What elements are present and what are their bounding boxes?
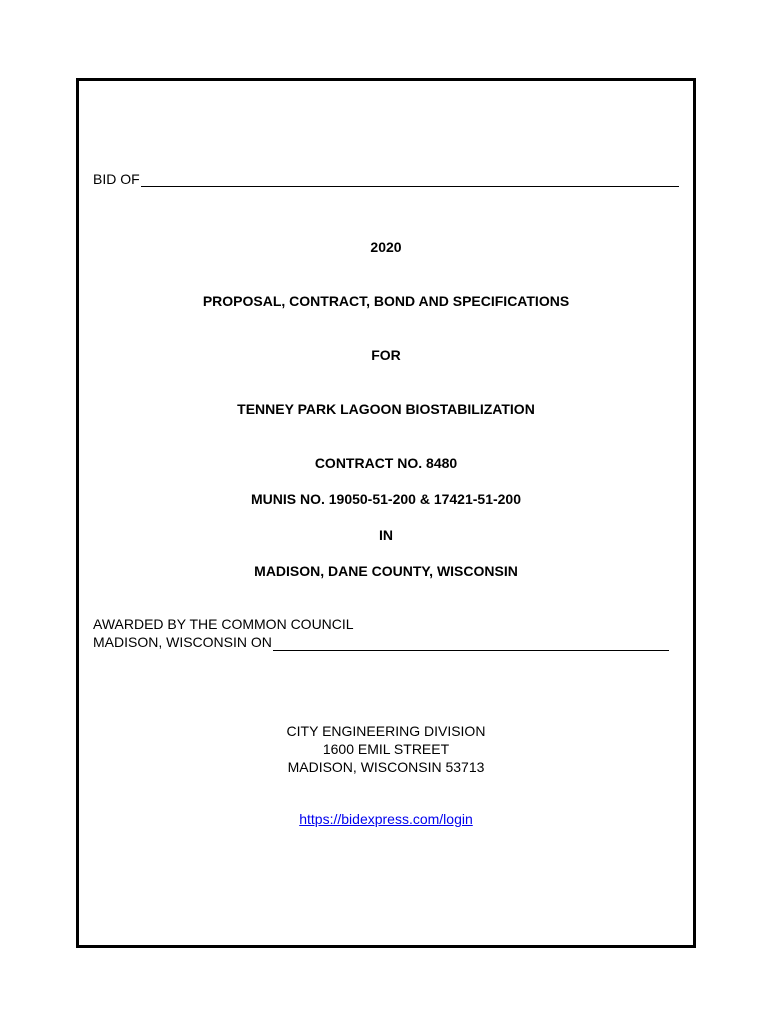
- location: MADISON, DANE COUNTY, WISCONSIN: [254, 563, 518, 579]
- for-label: FOR: [371, 347, 401, 363]
- bid-of-blank-line[interactable]: [141, 172, 679, 187]
- bid-of-field: [93, 171, 679, 187]
- year: 2020: [370, 239, 402, 255]
- awarded-line-1: AWARDED BY THE COMMON COUNCIL: [93, 616, 354, 632]
- link-row: [79, 811, 693, 827]
- contract-number: CONTRACT NO. 8480: [314, 455, 458, 471]
- document-heading: PROPOSAL, CONTRACT, BOND AND SPECIFICATIONS: [202, 293, 570, 309]
- street-address: 1600 EMIL STREET: [322, 741, 450, 757]
- awarded-date-blank-line[interactable]: [273, 636, 669, 651]
- bidexpress-link[interactable]: https://bidexpress.com/login: [299, 811, 473, 827]
- awarded-date-label: MADISON, WISCONSIN ON: [93, 634, 272, 650]
- munis-number: MUNIS NO. 19050-51-200 & 17421-51-200: [250, 491, 522, 507]
- document-frame: [76, 78, 696, 948]
- address-block: [79, 722, 693, 776]
- city-state-zip: MADISON, WISCONSIN 53713: [287, 759, 485, 775]
- awarded-line-2: [93, 633, 669, 651]
- in-label: IN: [379, 527, 393, 543]
- division-name: CITY ENGINEERING DIVISION: [286, 723, 486, 739]
- bid-of-label: BID OF: [93, 171, 140, 187]
- awarded-block: [93, 615, 669, 651]
- project-name: TENNEY PARK LAGOON BIOSTABILIZATION: [237, 401, 535, 417]
